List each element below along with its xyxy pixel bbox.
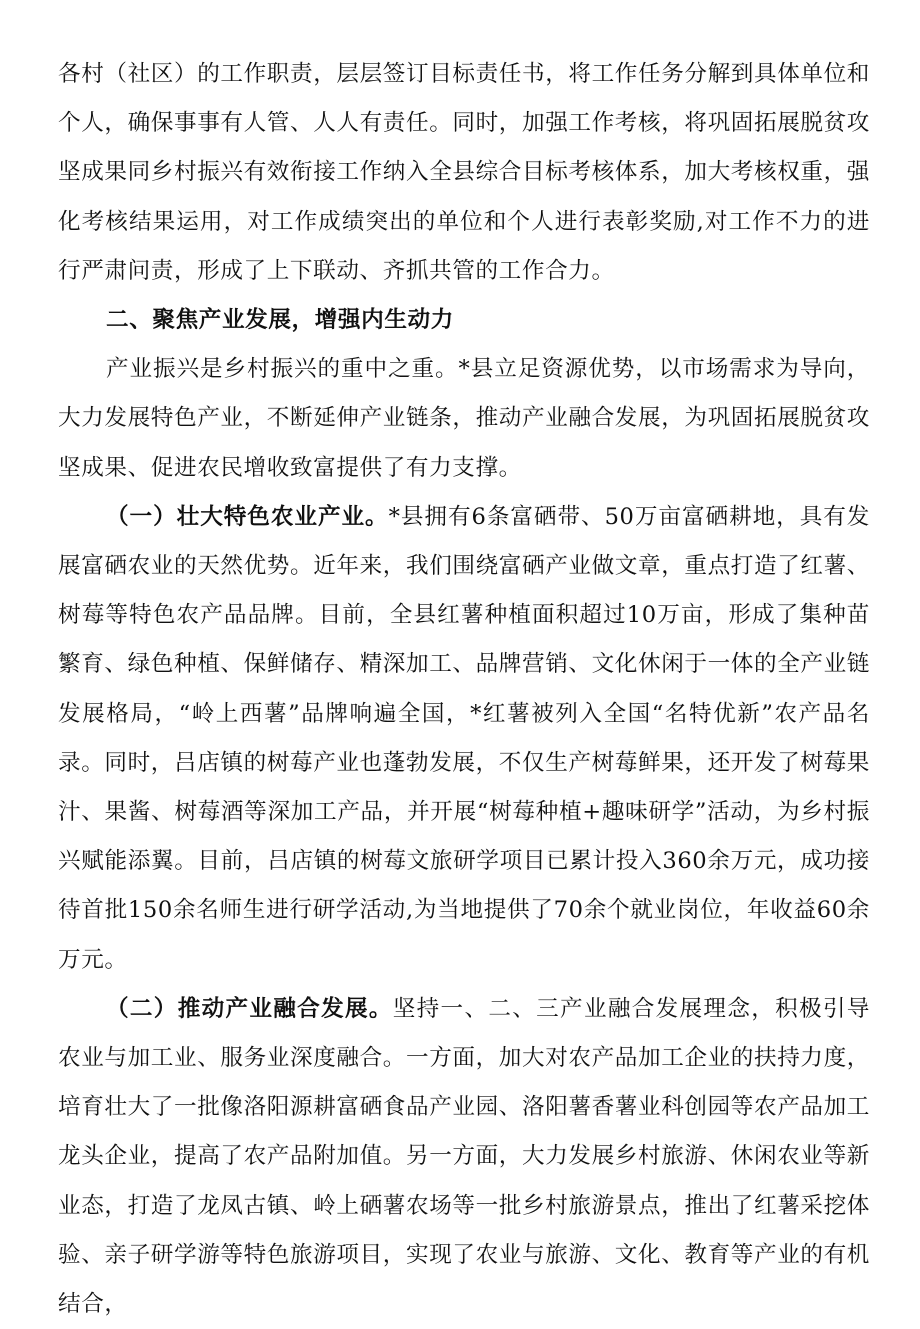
subsection-lead-specialty-agriculture: （一）壮大特色农业产业。 [106,503,389,530]
paragraph-industry-intro [58,345,870,493]
paragraph-text: 产业振兴是乡村振兴的重中之重。*县立足资源优势，以市场需求为导向，大力发展特色产业，不断延伸产业链条，推动产业融合发展，为巩固拓展脱贫攻坚成果、促进农民增收致富提供了有力支撑。 [58,356,870,481]
paragraph-text: 坚持一、二、三产业融合发展理念，积极引导农业与加工业、服务业深度融合。一方面，加大对农产品加工企业的扶持力度，培育壮大了一批像洛阳源耕富硒食品产业园、洛阳薯香薯业科创园等农产品加工龙头企业，提高了农产品附加值。另一方面，大力发展乡村旅游、休闲农业等新业态，打造了龙凤古镇、岭上硒薯农场等一批乡村旅游景点，推出了红薯采挖体验、亲子研学游等特色旅游项目，实现了农业与旅游、文化、教育等产业的有机结合， [58,995,870,1318]
section-heading-industry: 二、聚焦产业发展，增强内生动力 [106,307,454,334]
paragraph-text: *县拥有6条富硒带、50万亩富硒耕地，具有发展富硒农业的天然优势。近年来，我们围绕富硒产业做文章，重点打造了红薯、树莓等特色农产品品牌。目前，全县红薯种植面积超过10万亩，形成了集种苗繁育、绿色种植、保鲜储存、精深加工、品牌营销、文化休闲于一体的全产业链发展格局，“岭上西薯”品牌响遍全国，*红薯被列入全国“名特优新”农产品名录。同时，吕店镇的树莓产业也蓬勃发展，不仅生产树莓鲜果，还开发了树莓果汁、果酱、树莓酒等深加工产品，并开展“树莓种植+趣味研学”活动，为乡村振兴赋能添翼。目前，吕店镇的树莓文旅研学项目已累计投入360余万元，成功接待首批150余名师生进行研学活动,为当地提供了70余个就业岗位，年收益60余万元。 [58,503,871,973]
document-page [58,50,870,1329]
paragraph-industry-integration [58,985,870,1329]
paragraph-text: 各村（社区）的工作职责，层层签订目标责任书，将工作任务分解到具体单位和个人，确保事事有人管、人人有责任。同时，加强工作考核，将巩固拓展脱贫攻坚成果同乡村振兴有效衔接工作纳入全县综合目标考核体系，加大考核权重，强化考核结果运用，对工作成绩突出的单位和个人进行表彰奖励,对工作不力的进行严肃问责，形成了上下联动、齐抓共管的工作合力。 [58,61,870,284]
paragraph-work-responsibility [58,50,870,296]
subsection-lead-industry-integration: （二）推动产业融合发展。 [106,995,393,1022]
paragraph-specialty-agriculture [58,493,870,985]
